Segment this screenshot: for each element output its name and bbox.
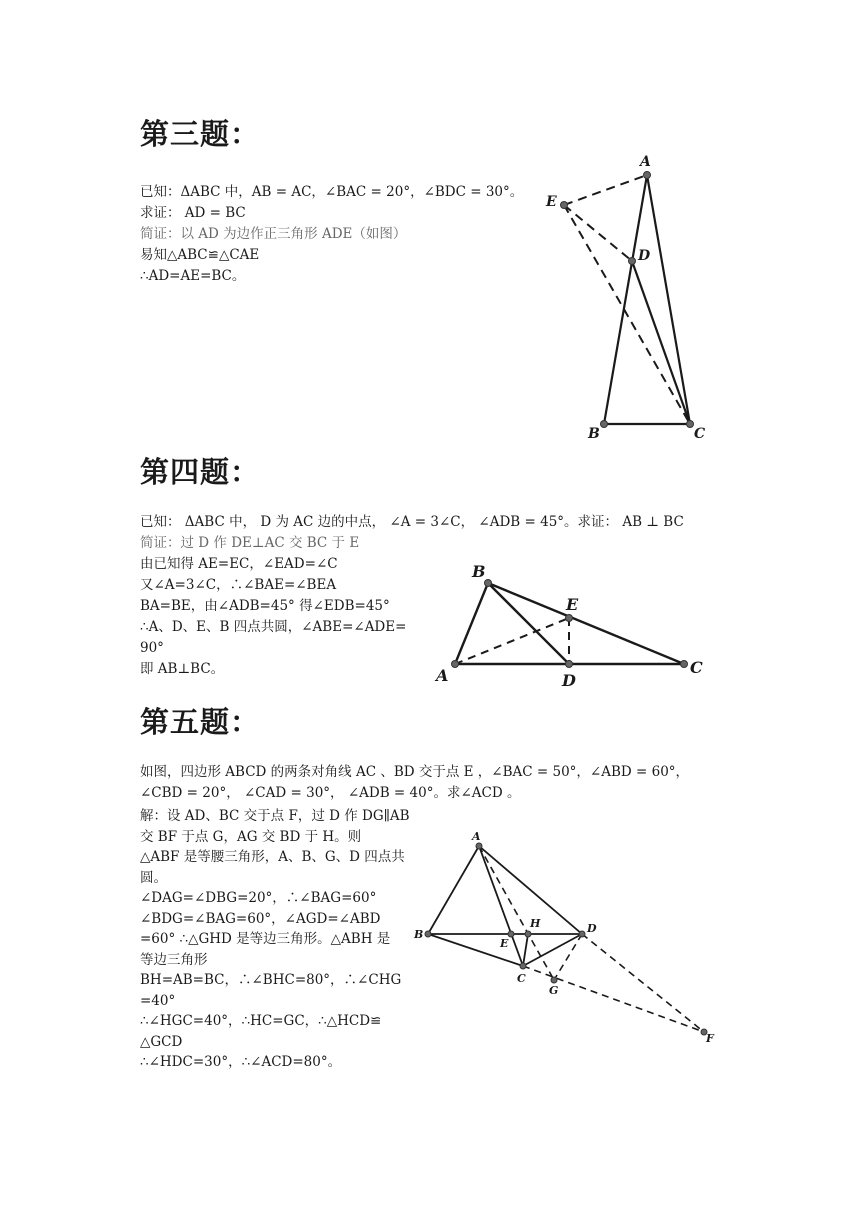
- problem5-solution-line: △ABF 是等腰三角形，A、B、G、D 四点共: [140, 849, 405, 865]
- label-e: E: [566, 595, 579, 614]
- problem5-heading: 第五题：: [140, 705, 261, 739]
- problem4-proof-line: BA=BE，由∠ADB=45° 得∠EDB=45°: [140, 598, 390, 614]
- problem4-proof-line: 即 AB⊥BC。: [140, 661, 225, 677]
- label-d: D: [562, 671, 576, 690]
- problem5-solution-line: △GCD: [140, 1033, 183, 1050]
- point-e: [508, 931, 514, 937]
- label-b: B: [472, 562, 486, 581]
- problem5-solution-line: ∠BDG=∠BAG=60°，∠AGD=∠ABD: [140, 910, 381, 927]
- problem5-given-line: ∠CBD = 20°， ∠CAD = 30°， ∠ADB = 40°。求∠ACD 。: [140, 785, 521, 801]
- problem5-solution-line: ∴∠HDC=30°，∴∠ACD=80°。: [140, 1054, 342, 1070]
- segment-df: [582, 934, 704, 1032]
- problem4-proof-line: ∴A、D、E、B 四点共圆，∠ABE=∠ADE=: [140, 619, 407, 635]
- problem5-solution-line: BH=AB=BC，∴∠BHC=80°，∴∠CHG: [140, 972, 402, 988]
- label-e: E: [500, 937, 509, 950]
- problem5-solution-line: 交 BF 于点 G，AG 交 BD 于 H。则: [140, 828, 362, 845]
- segment-ch: [523, 934, 528, 966]
- point-g: [551, 977, 557, 983]
- problem4-proof-line: 简证：过 D 作 DE⊥AC 交 BC 于 E: [140, 535, 360, 551]
- segment-ag: [479, 846, 554, 980]
- segment-bc: [428, 934, 523, 966]
- label-e: E: [546, 194, 557, 210]
- problem5-solution-line: 等边三角形: [140, 951, 208, 968]
- problem5-solution-line: ∴∠HGC=40°，∴HC=GC，∴△HCD≌: [140, 1013, 382, 1029]
- problem3-heading: 第三题：: [140, 117, 261, 151]
- label-c: C: [690, 658, 703, 677]
- point-h: [525, 931, 531, 937]
- label-c: C: [694, 426, 706, 442]
- label-a: A: [472, 830, 481, 843]
- label-d: D: [587, 922, 597, 935]
- problem3-proof-line: ∴AD=AE=BC。: [140, 268, 246, 284]
- segment-cf: [523, 966, 704, 1032]
- problem5-solution-line: 圆。: [140, 869, 167, 886]
- label-g: G: [549, 984, 559, 997]
- point-d: [579, 931, 585, 937]
- problem4-proof-line: 90°: [140, 640, 164, 656]
- segment-ab: [428, 846, 479, 934]
- label-a: A: [640, 154, 651, 170]
- problem4-given: 已知： ΔABC 中， D 为 AC 边的中点， ∠A = 3∠C， ∠ADB = 45°。求证： AB ⊥ BC: [140, 514, 684, 530]
- label-a: A: [436, 666, 449, 685]
- label-f: F: [706, 1032, 714, 1045]
- point-b: [425, 931, 431, 937]
- label-h: H: [530, 917, 541, 930]
- point-c: [520, 963, 526, 969]
- problem5-solution-line: ∠DAG=∠DBG=20°，∴∠BAG=60°: [140, 890, 377, 906]
- problem4-proof-line: 由已知得 AE=EC，∠EAD=∠C: [140, 556, 338, 572]
- problem5-solution-line: 解：设 AD、BC 交于点 F，过 D 作 DG∥AB: [140, 808, 410, 824]
- problem5-given-line: 如图，四边形 ABCD 的两条对角线 AC 、BD 交于点 E ，∠BAC = 50°，∠ABD = 60°，: [140, 764, 690, 780]
- problem3-proof-line: 易知△ABC≌△CAE: [140, 247, 260, 263]
- problem3-proof-line: 简证：以 AD 为边作正三角形 ADE（如图）: [140, 226, 407, 242]
- point-a: [476, 843, 482, 849]
- label-d: D: [638, 248, 651, 264]
- problem3-given: 已知：ΔABC 中，AB = AC，∠BAC = 20°，∠BDC = 30°。: [140, 184, 524, 200]
- problem4-heading: 第四题：: [140, 455, 261, 489]
- label-b: B: [588, 426, 600, 442]
- problem5-solution-line: =60° ∴△GHD 是等边三角形。△ABH 是: [140, 931, 391, 947]
- problem5-solution-line: =40°: [140, 992, 176, 1009]
- problem4-proof-line: 又∠A=3∠C，∴∠BAE=∠BEA: [140, 577, 337, 593]
- label-c: C: [517, 972, 526, 985]
- problem3-prove: 求证： AD = BC: [140, 205, 246, 221]
- label-b: B: [414, 928, 424, 941]
